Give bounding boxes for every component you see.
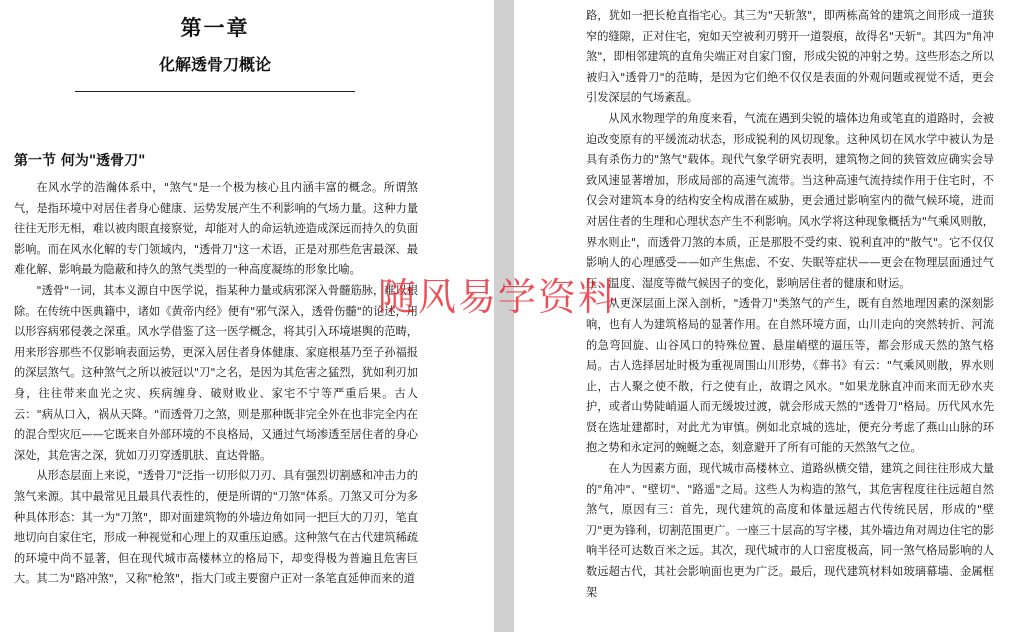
left-body-text <box>14 178 418 590</box>
paragraph: 从风水物理学的角度来看，气流在遇到尖锐的墙体边角或笔直的道路时，会被迫改变原有的平缓流动状态，形成锐利的风切现象。这种风切在风水学中被认为是具有杀伤力的"煞气"载体。现代气象学研究表明，建筑物之间的狭管效应确实会导致风速显著增加，形成局部的高速气流带。当这种高速气流持续作用于住宅时，不仅会对建筑本身的结构安全构成潜在威胁，更会通过影响室内的微气候环境，进而对居住者的生理和心理状态产生不利影响。风水学将这种现象概括为"气乘风则散，界水则止"，而透骨刀煞的本质，正是那股不受约束、锐利直冲的"散气"。它不仅仅影响人的心理感受——如产生焦虑、不安、失眠等症状——更会在物理层面通过气压、温度、湿度等微气候因子的变化，影响居住者的健康和财运。 <box>586 111 994 290</box>
title-divider <box>75 91 355 92</box>
paragraph: 路，犹如一把长枪直指宅心。其三为"天斩煞"，即两栋高耸的建筑之间形成一道狭窄的缝隙，正对住宅，宛如天空被利刃劈开一道裂痕，故得名"天斩"。其四为"角冲煞"，即相邻建筑的直角尖端正对自家门窗，形成尖锐的冲射之势。这些形态之所以被归入"透骨刀"的范畴，是因为它们绝不仅仅是表面的外观问题或视觉不适，更会引发深层的气场紊乱。 <box>586 9 994 105</box>
paragraph: 从更深层面上深入剖析，"透骨刀"类煞气的产生，既有自然地理因素的深刻影响，也有人为建筑格局的显著作用。在自然环境方面，山川走向的突然转折、河流的急弯回旋、山谷风口的特殊位置、悬崖峭壁的逼压等，都会形成天然的煞气格局。古人选择居址时极为重视周围山川形势，《葬书》有云："气乘风则散，界水则止，古人聚之使不散，行之使有止，故谓之风水。"如果龙脉直冲而来而无砂水夹护，或者山势陡峭逼人而无缓坡过渡，就会形成天然的"透骨刀"格局。历代风水先贤在选址建都时，对此尤为审慎。例如北京城的选址，便充分考虑了燕山山脉的环抱之势和永定河的蜿蜒之态，刻意避开了所有可能的天然煞气之位。 <box>586 297 994 455</box>
chapter-subtitle: 化解透骨刀概论 <box>158 55 271 74</box>
watermark-text: 随风易学资料 <box>378 275 619 319</box>
right-body-text <box>586 6 994 603</box>
paragraph: "透骨"一词，其本义源自中医学说，指某种力量或病邪深入骨髓筋脉，难以根除。在传统中医典籍中，诸如《黄帝内经》便有"邪气深入，透骨伤髓"的论述，用以形容病邪侵袭之深重。风水学借鉴了这一医学概念，将其引入环境堪舆的范畴，用来形容那些不仅影响表面运势，更深入居住者身体健康、家庭根基乃至子孙福报的深层煞气。这种煞气之所以被冠以"刀"之名，是因为其危害之猛烈，犹如利刃加身，往往带来血光之灾、疾病缠身、破财败业、家宅不宁等严重后果。古人云："病从口入，祸从天降。"而透骨刀之煞，则是那种既非完全外在也非完全内在的混合型灾厄——它既来自外部环境的不良格局，又通过气场渗透至居住者的身心深处，其危害之深，犹如刀刃穿透肌肤、直达骨骼。 <box>14 283 418 462</box>
paragraph: 从形态层面上来说，"透骨刀"泛指一切形似刀刃、具有强烈切割感和冲击力的煞气来源。其中最常见且最具代表性的，便是所谓的"刀煞"体系。刀煞又可分为多种具体形态：其一为"刀煞"，即对面建筑物的外墙边角如同一把巨大的刀刃，笔直地切向自家住宅，形成一种视觉和心理上的双重压迫感。这种煞气在古代建筑稀疏的环境中尚不显著，但在现代城市高楼林立的格局下，却变得极为普遍且危害巨大。其二为"路冲煞"，又称"枪煞"，指大门或主要窗户正对一条笔直延伸而来的道 <box>14 469 418 586</box>
section-title: 第一节 何为"透骨刀" <box>14 153 146 169</box>
paragraph: 在风水学的浩瀚体系中，"煞气"是一个极为核心且内涵丰富的概念。所谓煞气，是指环境中对居住者身心健康、运势发展产生不利影响的气场力量。这种力量往往无形无相，难以被肉眼直接察觉，却能对人的命运轨迹造成深远而持久的负面影响。而在风水化解的专门领域内，"透骨刀"这一术语，正是对那些危害最深、最难化解、影响最为隐蔽和持久的煞气类型的一种高度凝练的形象比喻。 <box>14 181 418 277</box>
paragraph: 在人为因素方面，现代城市高楼林立、道路纵横交错，建筑之间往往形成大量的"角冲"、"壁切"、"路遥"之局。这些人为构造的煞气，其危害程度往往远超自然煞气，原因有三：首先，现代建筑的高度和体量远超古代传统民居，形成的"壁刀"更为锋利，切割范围更广。一座三十层高的写字楼，其外墙边角对周边住宅的影响半径可达数百米之远。其次，现代城市的人口密度极高，同一煞气格局影响的人数远超古代，其社会影响面也更为广泛。最后，现代建筑材料如玻璃幕墙、金属框架 <box>586 462 994 599</box>
chapter-title: 第一章 <box>180 15 250 40</box>
